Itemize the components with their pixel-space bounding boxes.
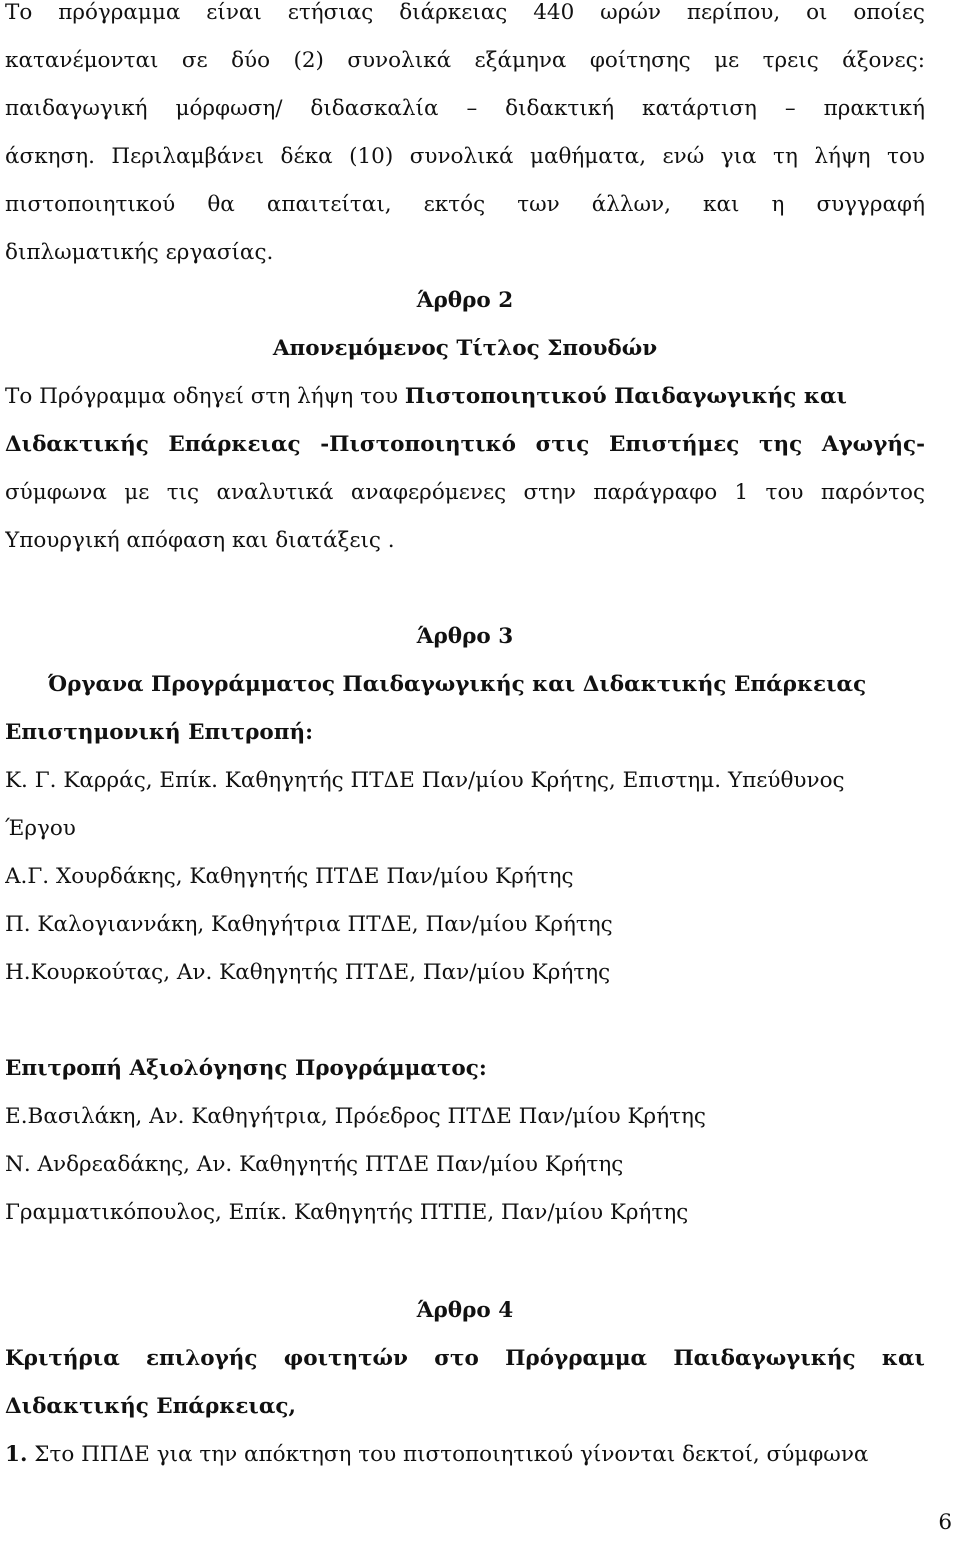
word: -Πιστοποιητικό [320, 432, 516, 457]
evaluation-member: Γραμματικόπουλος, Επίκ. Καθηγητής ΠΤΠΕ, Παν/μίου Κρήτης [5, 1200, 689, 1225]
word: και [881, 1346, 925, 1371]
word: παρόντος [820, 480, 925, 505]
word: Παιδαγωγικής [673, 1346, 856, 1371]
intro-line-5 [5, 192, 925, 218]
word: του [887, 144, 925, 169]
word: συνολικά [409, 144, 514, 169]
word: θα [207, 192, 235, 217]
article-2-title: Απονεμόμενος Τίτλος Σπουδών [272, 336, 658, 361]
word: (10) [349, 144, 394, 169]
article-3-heading: Άρθρο 3 [416, 624, 514, 649]
article-4-title-line-2: Διδακτικής Επάρκειας, [5, 1394, 296, 1419]
committee-member: Έργου [5, 816, 76, 841]
article-4-item-1 [5, 1442, 925, 1468]
scientific-committee-title: Επιστημονική Επιτροπή: [5, 720, 314, 745]
article-3-title: Όργανα Προγράμματος Παιδαγωγικής και Διδακτικής Επάρκειας [48, 672, 867, 697]
word: Διδακτικής [5, 432, 149, 457]
committee-member: Η.Κουρκούτας, Αν. Καθηγητής ΠΤΔΕ, Παν/μίου Κρήτης [5, 960, 611, 985]
article-2-line-1-plain: Το Πρόγραμμα οδηγεί στη λήψη του [5, 384, 405, 409]
word: για [720, 144, 757, 169]
word: 1 [734, 480, 749, 505]
word: 440 [533, 0, 575, 25]
committee-member: Κ. Γ. Καρράς, Επίκ. Καθηγητής ΠΤΔΕ Παν/μίου Κρήτης, Επιστημ. Υπεύθυνος [5, 768, 845, 793]
word: με [714, 48, 740, 73]
evaluation-committee-title: Επιτροπή Αξιολόγησης Προγράμματος: [5, 1056, 487, 1081]
evaluation-member: Ν. Ανδρεαδάκης, Αν. Καθηγητής ΠΤΔΕ Παν/μίου Κρήτης [5, 1152, 624, 1177]
word: Το [5, 0, 33, 25]
word: στο [434, 1346, 479, 1371]
word: Επάρκειας [168, 432, 301, 457]
word: – [784, 96, 796, 121]
certificate-name-part-1: Πιστοποιητικού Παιδαγωγικής και [404, 384, 847, 409]
word: λήψη [814, 144, 871, 169]
word: κατάρτιση [642, 96, 757, 121]
word: περίπου, [686, 0, 781, 25]
article-2-heading: Άρθρο 2 [416, 288, 514, 313]
committee-member: Π. Καλογιαννάκη, Καθηγήτρια ΠΤΔΕ, Παν/μίου Κρήτης [5, 912, 613, 937]
word: ωρών [600, 0, 661, 25]
intro-line-1 [5, 0, 925, 26]
word: η [771, 192, 785, 217]
word: άσκηση. [5, 144, 95, 169]
word: οι [806, 0, 828, 25]
word: τρεις [762, 48, 819, 73]
word: διάρκειας [399, 0, 508, 25]
word: Κριτήρια [5, 1346, 120, 1371]
word: τις [166, 480, 200, 505]
word: εκτός [423, 192, 486, 217]
word: αναλυτικά [216, 480, 334, 505]
intro-line-6: διπλωματικής εργασίας. [5, 240, 274, 265]
word: παράγραφο [593, 480, 718, 505]
word: του [765, 480, 804, 505]
word: Περιλαμβάνει [111, 144, 265, 169]
word: επιλογής [145, 1346, 258, 1371]
word: διδασκαλία [310, 96, 439, 121]
article-4-title-line-1 [5, 1346, 925, 1372]
word: μαθήματα, [529, 144, 647, 169]
word: της [759, 432, 803, 457]
word: δύο [231, 48, 271, 73]
word: δέκα [280, 144, 333, 169]
word: συγγραφή [816, 192, 925, 217]
word: Επιστήμες [609, 432, 740, 457]
word: Αγωγής- [821, 432, 925, 457]
word: οποίες [853, 0, 925, 25]
article-2-line-1 [5, 384, 925, 410]
word: ενώ [662, 144, 705, 169]
word: σύμφωνα [5, 480, 107, 505]
word: Πρόγραμμα [505, 1346, 648, 1371]
word: διδακτική [505, 96, 615, 121]
intro-line-4 [5, 144, 925, 170]
word: είναι [206, 0, 262, 25]
word: τη [773, 144, 798, 169]
word: κατανέμονται [5, 48, 159, 73]
word: φοιτητών [283, 1346, 408, 1371]
word: παιδαγωγική [5, 96, 148, 121]
word: πιστοποιητικού [5, 192, 176, 217]
word: πρόγραμμα [58, 0, 181, 25]
word: με [124, 480, 150, 505]
word: άλλων, [591, 192, 671, 217]
article-2-line-4: Υπουργική απόφαση και διατάξεις . [5, 528, 395, 553]
intro-line-3 [5, 96, 925, 122]
item-number: 1. [5, 1442, 28, 1467]
word: (2) [293, 48, 324, 73]
article-4-heading: Άρθρο 4 [416, 1298, 514, 1323]
word: εξάμηνα [474, 48, 567, 73]
word: πρακτική [823, 96, 925, 121]
word: απαιτείται, [266, 192, 392, 217]
word: των [517, 192, 560, 217]
word: ετήσιας [287, 0, 374, 25]
word: – [466, 96, 478, 121]
article-2-line-2 [5, 432, 925, 458]
word: φοίτησης [589, 48, 691, 73]
word: συνολικά [347, 48, 452, 73]
word: αναφερόμενες [350, 480, 507, 505]
word: άξονες: [842, 48, 925, 73]
word: στις [535, 432, 590, 457]
article-2-line-3 [5, 480, 925, 506]
word: μόρφωση/ [175, 96, 283, 121]
committee-member: Α.Γ. Χουρδάκης, Καθηγητής ΠΤΔΕ Παν/μίου Κρήτης [5, 864, 574, 889]
evaluation-member: Ε.Βασιλάκη, Αν. Καθηγήτρια, Πρόεδρος ΠΤΔΕ Παν/μίου Κρήτης [5, 1104, 706, 1129]
word: και [703, 192, 740, 217]
page-number: 6 [938, 1510, 952, 1535]
word: στην [523, 480, 576, 505]
item-text: Στο ΠΠΔΕ για την απόκτηση του πιστοποιητικού γίνονται δεκτοί, σύμφωνα [27, 1442, 869, 1467]
word: σε [181, 48, 208, 73]
intro-line-2 [5, 48, 925, 74]
